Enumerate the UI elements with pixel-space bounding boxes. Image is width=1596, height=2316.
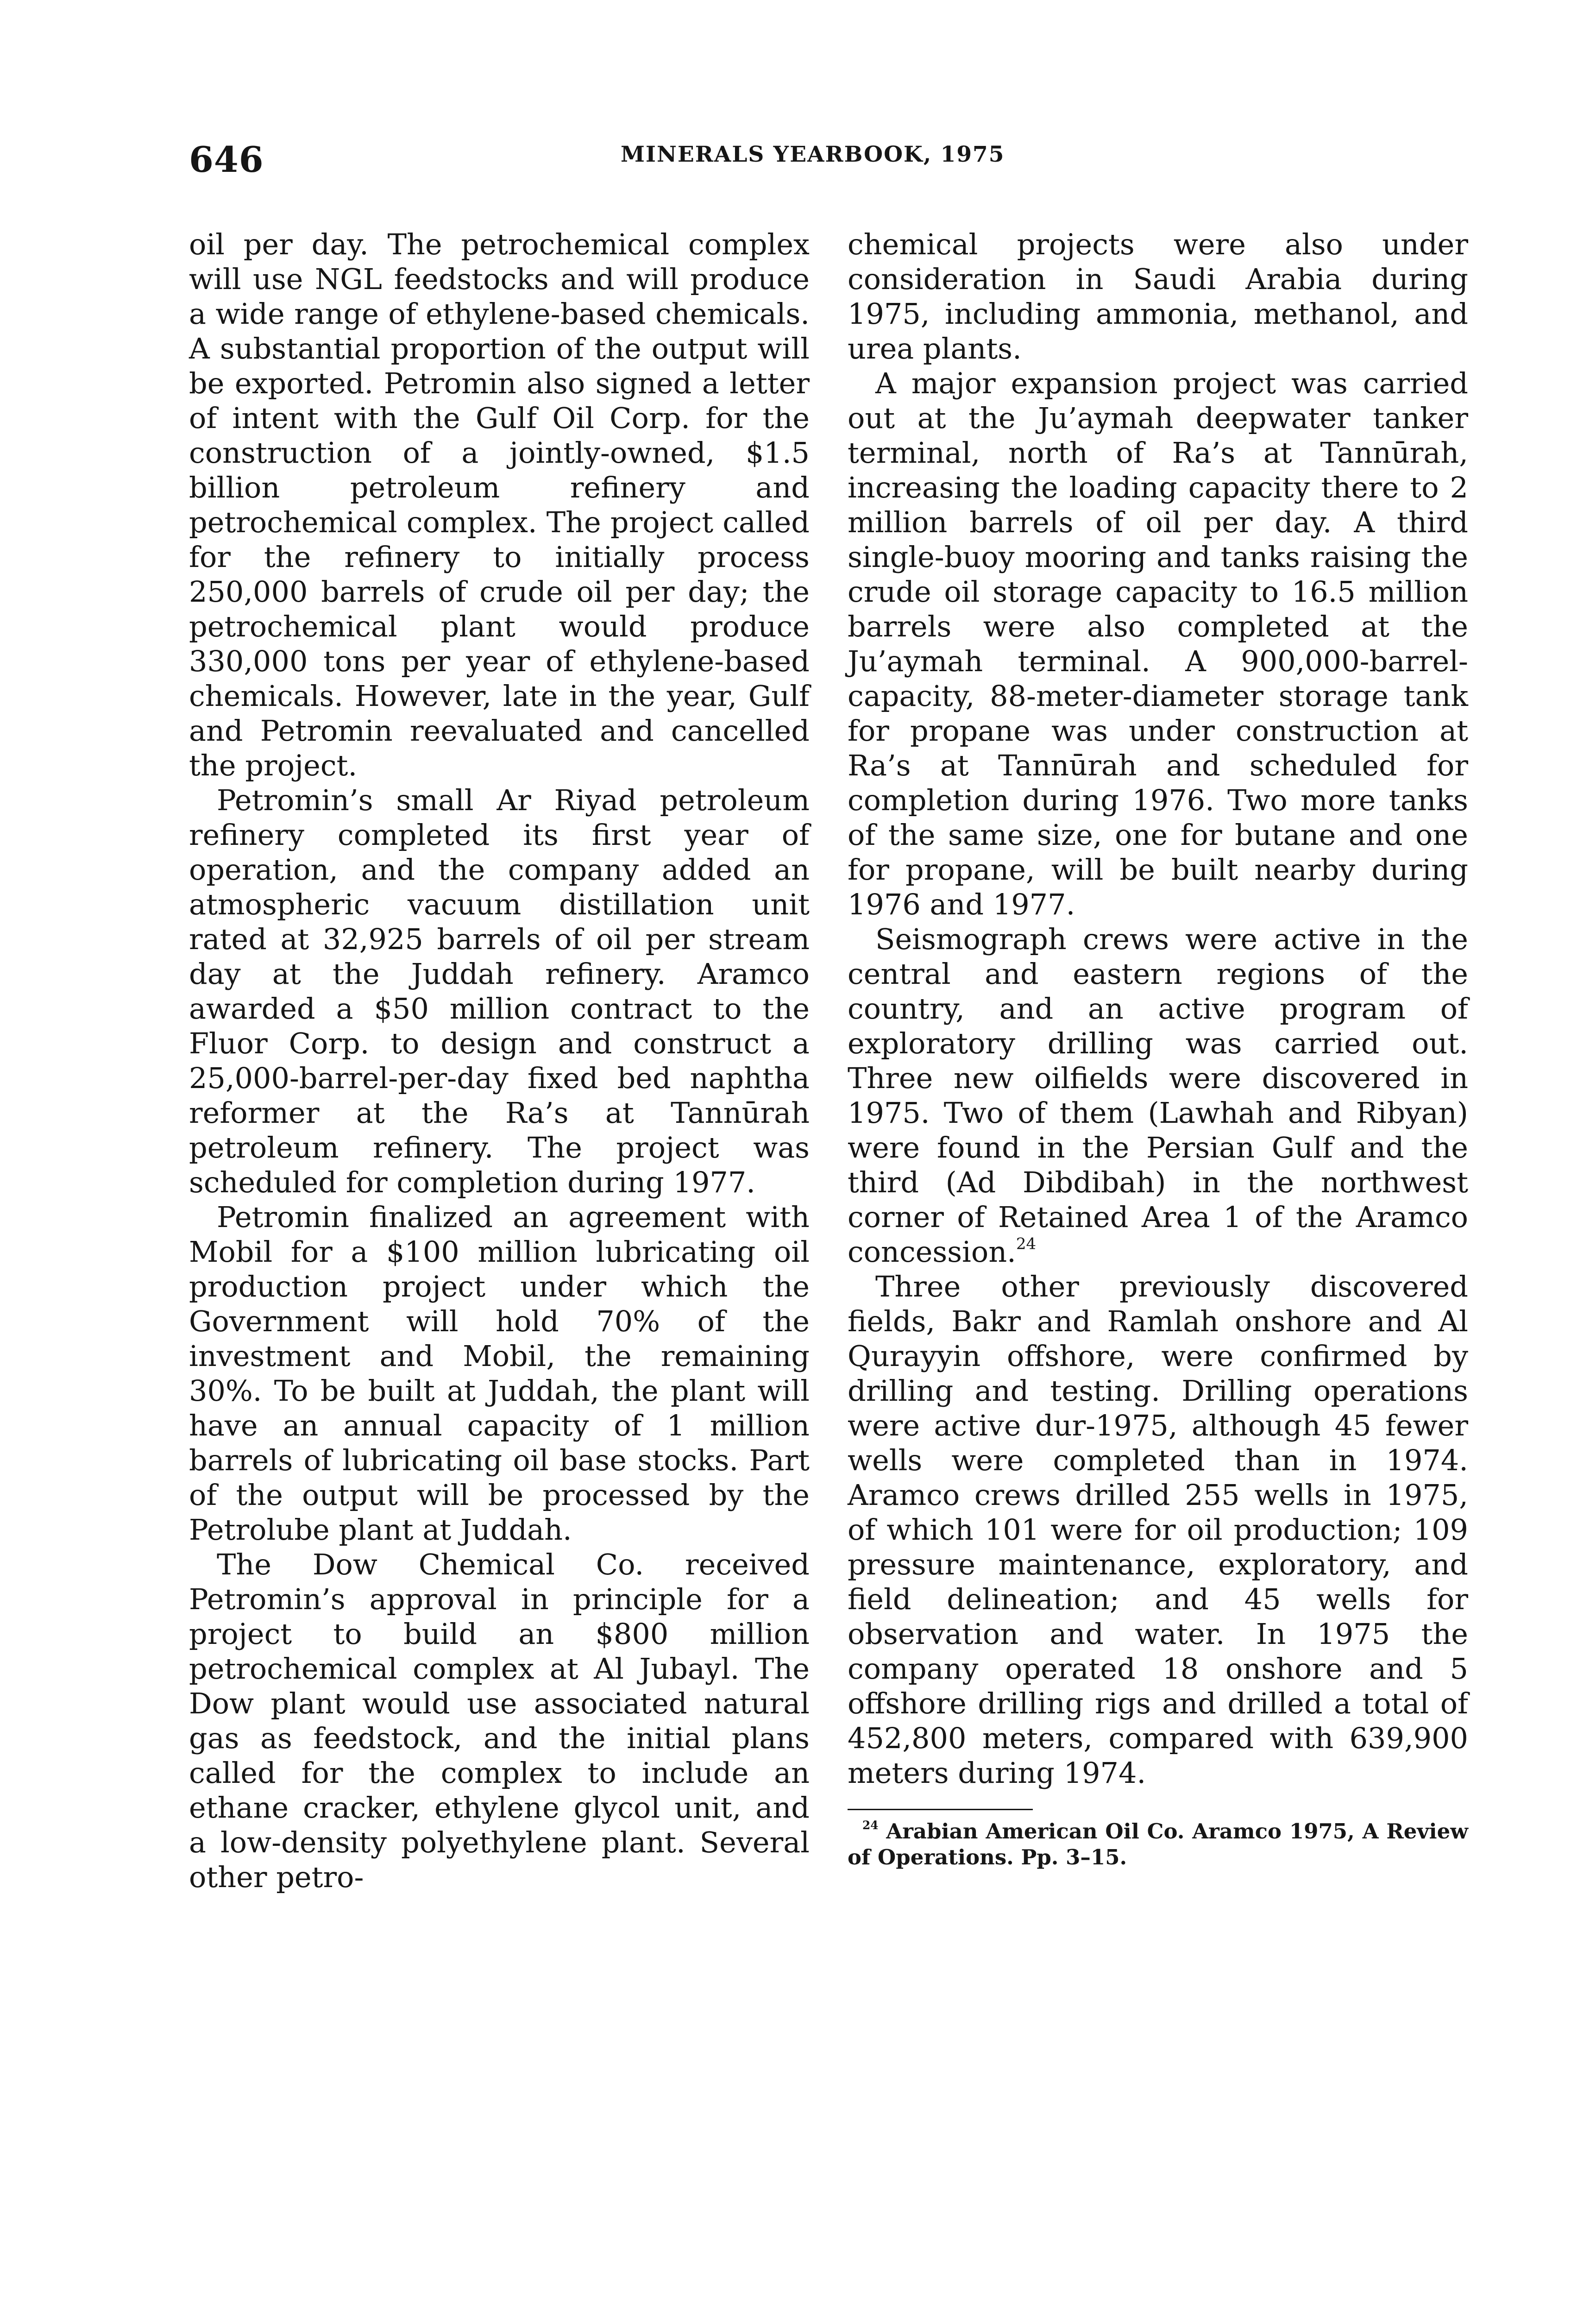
paragraph: oil per day. The petrochemical complex will use NGL feedstocks and will produce a wide range of ethylene-based chemicals. A substantial proportion of the output will be exported. Petromin also signed a letter of intent with the Gulf Oil Corp. for the construction of a jointly-owned, $1.5 billion petroleum refinery and petrochemical complex. The project called for the refinery to initially process 250,000 barrels of crude oil per day; the petrochemical plant would produce 330,000 tons per year of ethylene-based chemicals. However, late in the year, Gulf and Petromin reevaluated and cancelled the project.	[189, 227, 810, 782]
footnote-number: 24	[862, 1819, 879, 1832]
paragraph: Petromin finalized an agreement with Mobil for a $100 million lubricating oil production project under which the Government will hold 70% of the investment and Mobil, the remaining 30%. To be built at Juddah, the plant will have an annual capacity of 1 million barrels of lubricating oil base stocks. Part of the output will be processed by the Petrolube plant at Juddah.	[189, 1200, 810, 1547]
paragraph: chemical projects were also under consideration in Saudi Arabia during 1975, including ammonia, methanol, and urea plants.	[848, 227, 1468, 365]
paragraph: The Dow Chemical Co. received Petromin’s approval in principle for a project to build an $800 million petrochemical complex at Al Jubayl. The Dow plant would use associated natural gas as feedstock, and the initial plans called for the complex to include an ethane cracker, ethylene glycol unit, and a low-density polyethylene plant. Several other petro-	[189, 1548, 810, 1894]
paragraph: Petromin’s small Ar Riyad petroleum refinery completed its first year of operation, and the company added an atmospheric vacuum distillation unit rated at 32,925 barrels of oil per stream day at the Juddah refinery. Aramco awarded a $50 million contract to the Fluor Corp. to design and construct a 25,000-barrel-per-day fixed bed naphtha reformer at the Ra’s at Tannūrah petroleum refinery. The project was scheduled for completion during 1977.	[189, 783, 810, 1199]
right-column	[848, 227, 1468, 1870]
footnote-reference: 24	[1016, 1234, 1037, 1253]
paragraph: A major expansion project was carried out at the Ju’aymah deepwater tanker terminal, north of Ra’s at Tannūrah, increasing the loading capacity there to 2 million barrels of oil per day. A third single-buoy mooring and tanks raising the crude oil storage capacity to 16.5 million barrels were also completed at the Ju’aymah terminal. A 900,000-barrel-capacity, 88-meter-diameter storage tank for propane was under construction at Ra’s at Tannūrah and scheduled for completion during 1976. Two more tanks of the same size, one for butane and one for propane, will be built nearby during 1976 and 1977.	[848, 366, 1468, 921]
paragraph	[848, 922, 1468, 1269]
footnote-divider	[848, 1809, 1033, 1810]
page-number: 646	[189, 139, 264, 180]
footnote	[848, 1819, 1468, 1870]
paragraph: Three other previously discovered fields, Bakr and Ramlah onshore and Al Qurayyin offshore, were confirmed by drilling and testing. Drilling operations were active dur-1975, although 45 fewer wells were completed than in 1974. Aramco crews drilled 255 wells in 1975, of which 101 were for oil production; 109 pressure maintenance, exploratory, and field delineation; and 45 wells for observation and water. In 1975 the company operated 18 onshore and 5 offshore drilling rigs and drilled a total of 452,800 meters, compared with 639,900 meters during 1974.	[848, 1270, 1468, 1790]
footnote-text: Arabian American Oil Co. Aramco 1975, A Review of Operations. Pp. 3–15.	[848, 1819, 1468, 1869]
paragraph-text: Seismograph crews were active in the central and eastern regions of the country, and an active program of exploratory drilling was carried out. Three new oilfields were discovered in 1975. Two of them (Lawhah and Ribyan) were found in the Persian Gulf and the third (Ad Dibdibah) in the northwest corner of Retained Area 1 of the Aramco concession.	[848, 922, 1468, 1269]
left-column	[189, 227, 810, 1894]
running-head: MINERALS YEARBOOK, 1975	[621, 142, 1005, 167]
